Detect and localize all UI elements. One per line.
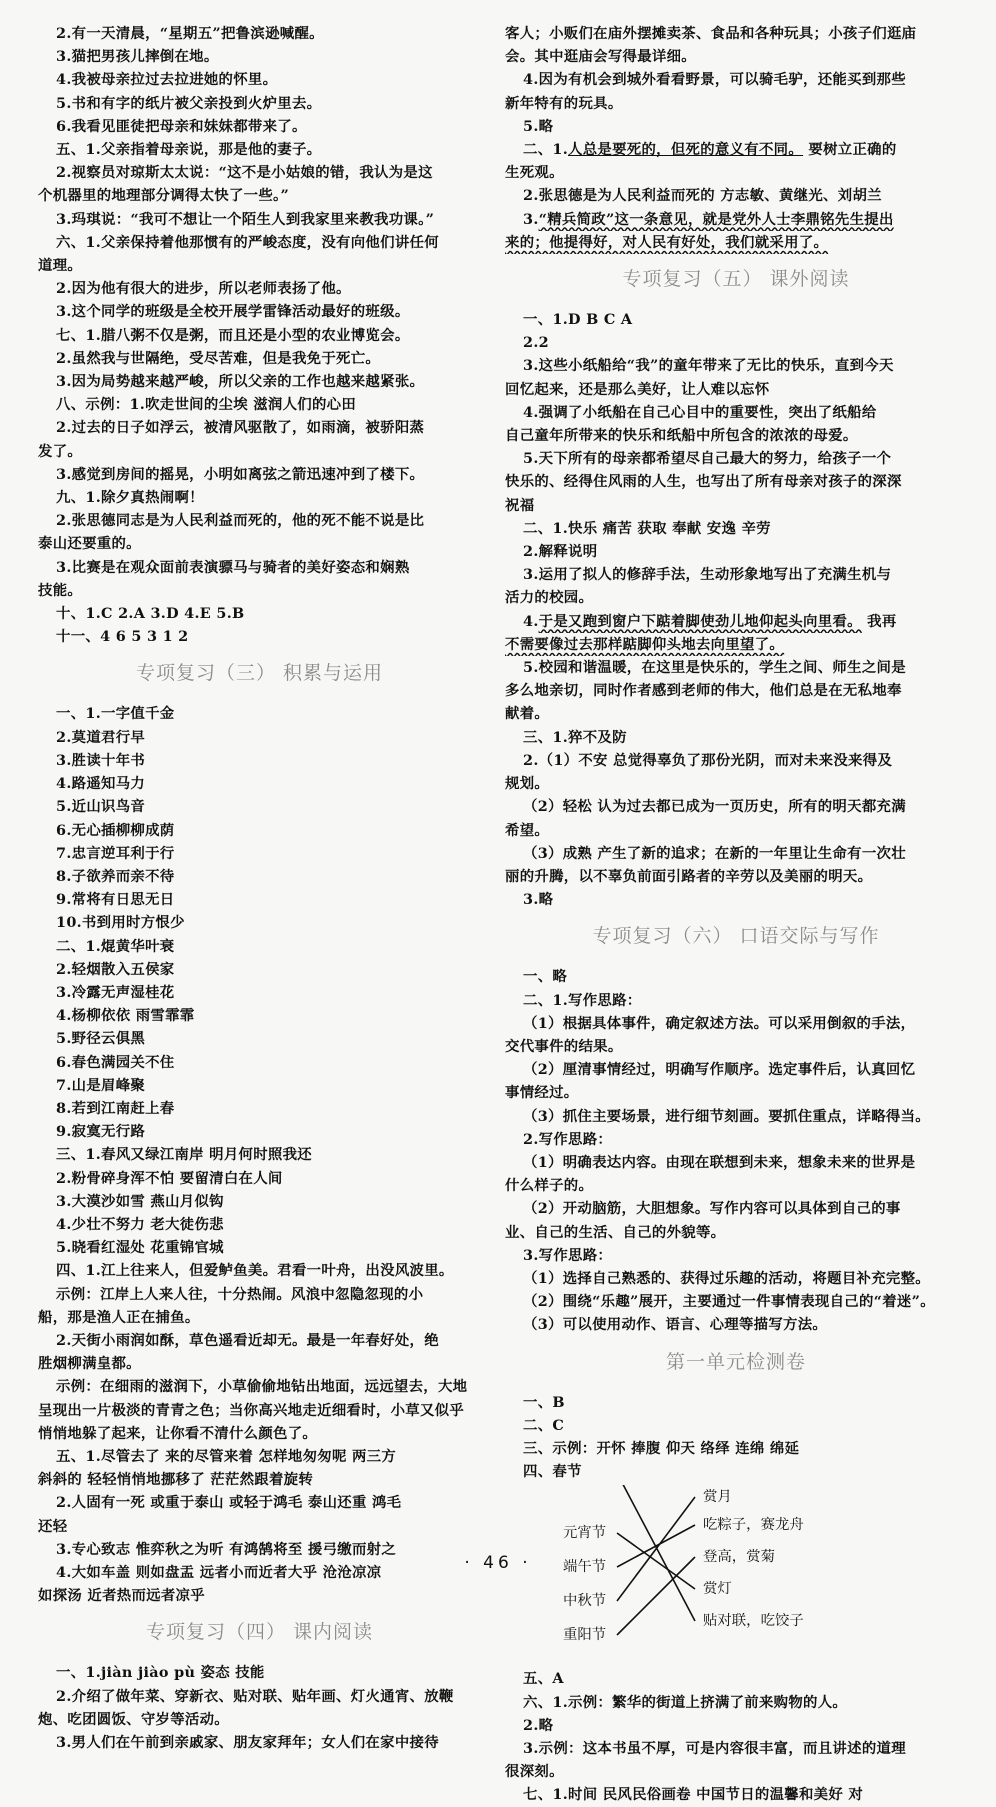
answer-line: 3.比赛是在观众面前表演骠马与骑者的美好姿态和娴熟 bbox=[56, 558, 410, 576]
answer-line-wavy bbox=[505, 610, 967, 633]
answer-line: 船，那是渔人正在捕鱼。 bbox=[38, 1308, 200, 1326]
answer-line: 6.我看见匪徒把母亲和妹妹都带来了。 bbox=[56, 117, 307, 135]
answer-line: 献着。 bbox=[505, 705, 550, 723]
answer-line: 五、A bbox=[523, 1670, 564, 1688]
festival-duanwu: 端午节 bbox=[563, 1559, 607, 1576]
answer-line: 自己童年所带来的快乐和纸船中所包含的浓浓的母爱。 bbox=[505, 427, 858, 445]
answer-line: 八、示例：1.吹走世间的尘埃 滋润人们的心田 bbox=[56, 396, 357, 414]
answer-line: 事情经过。 bbox=[505, 1084, 579, 1102]
left-column bbox=[38, 22, 481, 1754]
answer-line: 9.常将有日思无日 bbox=[56, 891, 175, 909]
answer-line: 生死观。 bbox=[505, 164, 564, 182]
answer-line: 3.示例：这本书虽不厚，可是内容很丰富，而且讲述的道理 bbox=[523, 1739, 906, 1757]
answer-line: 3.专心致志 惟弈秋之为听 有鸿鹄将至 援弓缴而射之 bbox=[56, 1540, 397, 1558]
answer-line: 悄悄地躲了起来，让你看不清什么颜色了。 bbox=[38, 1424, 318, 1442]
answer-line: （1）根据具体事件，确定叙述方法。可以采用倒叙的手法， bbox=[523, 1014, 916, 1032]
answer-line: 8.子欲养而亲不待 bbox=[56, 867, 175, 885]
answer-line: 2.过去的日子如浮云，被清风驱散了，如雨滴，被骄阳蒸 bbox=[56, 419, 425, 437]
answer-prefix: 二、1. bbox=[523, 141, 569, 159]
answer-line: 三、1.猝不及防 bbox=[523, 728, 627, 746]
answer-line: 2.莫道君行早 bbox=[56, 728, 146, 746]
answer-line: 3.猫把男孩儿摔倒在地。 bbox=[56, 48, 219, 66]
answer-line: 3.胜读十年书 bbox=[56, 751, 146, 769]
custom-5: 贴对联，吃饺子 bbox=[703, 1613, 804, 1630]
answer-line: 十一、4 6 5 3 1 2 bbox=[56, 628, 189, 646]
answer-line: 8.若到江南赶上春 bbox=[56, 1099, 175, 1117]
answer-line: （3）抓住主要场景，进行细节刻画。要抓住重点，详略得当。 bbox=[523, 1107, 930, 1125]
answer-line: 5.书和有字的纸片被父亲投到火炉里去。 bbox=[56, 94, 322, 112]
answer-suffix: 要树立正确的 bbox=[803, 141, 897, 159]
answer-line: 二、1.焜黄华叶衰 bbox=[56, 937, 175, 955]
answer-line: （1）选择自己熟悉的、获得过乐趣的活动，将题目补充完整。 bbox=[523, 1269, 930, 1287]
answer-line: 泰山还要重的。 bbox=[38, 535, 141, 553]
answer-line: 5.近山识鸟音 bbox=[56, 798, 146, 816]
answer-line: 3.男人们在午前到亲戚家、朋友家拜年；女人们在家中接待 bbox=[56, 1734, 439, 1752]
answer-line: 二、1.快乐 痛苦 获取 奉献 安逸 辛劳 bbox=[523, 519, 771, 537]
answer-line: 4.少壮不努力 老大徒伤悲 bbox=[56, 1215, 224, 1233]
answer-line: 5.天下所有的母亲都希望尽自己最大的努力，给孩子一个 bbox=[523, 450, 892, 468]
page-number: · 46 · bbox=[464, 1553, 532, 1573]
answer-line: 技能。 bbox=[38, 581, 83, 599]
wavy-underlined-text: 不需要像过去那样踮脚仰头地去向里望了。 bbox=[505, 635, 785, 653]
answer-line: 很深刻。 bbox=[505, 1763, 564, 1781]
answer-line: 3.因为局势越来越严峻，所以父亲的工作也越来越紧张。 bbox=[56, 373, 425, 391]
answer-line: 3.这个同学的班级是全校开展学雷锋活动最好的班级。 bbox=[56, 303, 410, 321]
custom-3: 登高，赏菊 bbox=[703, 1549, 775, 1566]
answer-line: 4.因为有机会到城外看看野景，可以骑毛驴，还能买到那些 bbox=[523, 71, 906, 89]
answer-line: 2.人固有一死 或重于泰山 或轻于鸿毛 泰山还重 鸿毛 bbox=[56, 1494, 402, 1512]
answer-line: 2.有一天清晨，“星期五”把鲁滨逊喊醒。 bbox=[56, 25, 324, 42]
answer-line: 新年特有的玩具。 bbox=[505, 94, 623, 112]
answer-line: 一、1.一字值千金 bbox=[56, 705, 175, 723]
answer-line: 道理。 bbox=[38, 257, 83, 275]
custom-4: 赏灯 bbox=[703, 1581, 732, 1598]
answer-line: 4.杨柳依依 雨雪霏霏 bbox=[56, 1007, 195, 1025]
answer-line: 祝福 bbox=[505, 496, 535, 514]
answer-line: （2）开动脑筋，大胆想象。写作内容可以具体到自己的事 bbox=[523, 1200, 901, 1218]
answer-line: 一、1.D B C A bbox=[523, 311, 633, 329]
answer-line-wavy bbox=[505, 633, 967, 656]
answer-line: 个机器里的地理部分调得太快了一些。” bbox=[38, 187, 290, 205]
answer-line: 3.大漠沙如雪 燕山月似钩 bbox=[56, 1192, 224, 1210]
answer-line: 六、1.示例：繁华的街道上挤满了前来购物的人。 bbox=[523, 1693, 848, 1711]
answer-line: 6.无心插柳柳成荫 bbox=[56, 821, 175, 839]
answer-line: 多么地亲切，同时作者感到老师的伟大，他们总是在无私地奉 bbox=[505, 682, 902, 700]
answer-line-underlined bbox=[505, 138, 967, 161]
answer-line: 10.书到用时方恨少 bbox=[56, 914, 185, 932]
answer-line: 示例：江岸上人来人往，十分热闹。风浪中忽隐忽现的小 bbox=[56, 1285, 424, 1303]
answer-suffix: 我再 bbox=[861, 612, 897, 630]
section-title: 专项复习（四） 课内阅读 bbox=[145, 1621, 374, 1644]
site-watermark bbox=[856, 1550, 976, 1586]
answer-line: 2.轻烟散入五侯家 bbox=[56, 960, 175, 978]
answer-line: （3）成熟 产生了新的追求；在新的一年里让生命有一次壮 bbox=[523, 844, 906, 862]
answer-line-wavy bbox=[505, 231, 967, 254]
answer-line: （2）轻松 认为过去都已成为一页历史，所有的明天都充满 bbox=[523, 798, 906, 816]
answer-line: 一、B bbox=[523, 1393, 565, 1411]
answer-line: 5.晓看红湿处 花重锦官城 bbox=[56, 1239, 224, 1257]
answer-line: 一、1.jiàn jiào pù 姿态 技能 bbox=[56, 1664, 265, 1682]
answer-line: 活力的校园。 bbox=[505, 589, 594, 607]
answer-line: 回忆起来，还是那么美好，让人难以忘怀 bbox=[505, 380, 770, 398]
answer-line: 丽的升腾，以不辜负前面引路者的辛劳以及美丽的明天。 bbox=[505, 867, 873, 885]
answer-line: 3.运用了拟人的修辞手法，生动形象地写出了充满生机与 bbox=[523, 566, 892, 584]
answer-line: 斜斜的 轻轻悄悄地挪移了 茫茫然跟着旋转 bbox=[38, 1471, 314, 1489]
answer-line: 客人；小贩们在庙外摆摊卖茶、食品和各种玩具；小孩子们逛庙 bbox=[505, 25, 917, 42]
answer-line: 如探汤 近者热而远者凉乎 bbox=[38, 1587, 205, 1605]
answer-prefix: 4. bbox=[523, 612, 539, 630]
answer-line: 2.天街小雨润如酥，草色遥看近却无。最是一年春好处，绝 bbox=[56, 1331, 439, 1349]
answer-line: 三、1.春风又绿江南岸 明月何时照我还 bbox=[56, 1146, 312, 1164]
custom-1: 赏月 bbox=[703, 1489, 732, 1506]
answer-line: 4.大如车盖 则如盘盂 远者小而近者大乎 沧沧凉凉 bbox=[56, 1564, 382, 1581]
section-title-6: 专项复习（六） 口语交际与写作 bbox=[592, 925, 880, 948]
answer-line: 九、1.除夕真热闹啊！ bbox=[56, 489, 204, 507]
answer-line: 2.解释说明 bbox=[523, 543, 598, 561]
answer-line: 六、1.父亲保持着他那惯有的严峻态度，没有向他们讲任何 bbox=[56, 233, 439, 251]
wavy-underlined-text: 于是又跑到窗户下踮着脚使劲儿地仰起头向里看。 bbox=[538, 612, 862, 630]
answer-line: 6.春色满园关不住 bbox=[56, 1053, 175, 1071]
answer-line: 十、1.C 2.A 3.D 4.E 5.B bbox=[56, 605, 245, 623]
answer-line: 5.略 bbox=[523, 117, 554, 135]
answer-line: 2.写作思路： bbox=[523, 1130, 613, 1148]
answer-line: 二、1.写作思路： bbox=[523, 991, 642, 1009]
answer-line: 呈现出一片极淡的青青之色；当你高兴地走近细看时，小草又似乎 bbox=[38, 1401, 465, 1419]
answer-line: 示例：在细雨的滋润下，小草偷偷地钻出地面，远远望去，大地 bbox=[56, 1378, 468, 1396]
wavy-underlined-text: “精兵简政”这一条意见，就是党外人士李鼎铭先生提出 bbox=[538, 210, 894, 228]
answer-line: 9.寂寞无行路 bbox=[56, 1123, 146, 1141]
answer-line: 4.我被母亲拉过去拉进她的怀里。 bbox=[56, 71, 278, 89]
answer-line: 2.（1）不安 总觉得辜负了那份光阴，而对未来没来得及 bbox=[523, 751, 893, 769]
answer-line: 3.玛琪说：“我可不想让一个陌生人到我家里来教我功课。” bbox=[56, 210, 435, 228]
answer-line: 五、1.尽管去了 来的尽管来着 怎样地匆匆呢 两三方 bbox=[56, 1447, 397, 1465]
answer-line: 2.因为他有很大的进步，所以老师表扬了他。 bbox=[56, 280, 351, 298]
match-line-zhongqiu bbox=[617, 1497, 695, 1601]
answer-line: 会。其中逛庙会写得最详细。 bbox=[505, 48, 696, 66]
answer-line: 3.感觉到房间的摇晃，小明如离弦之箭迅速冲到了楼下。 bbox=[56, 465, 425, 483]
answer-line: 业、自己的生活、自己的外貌等。 bbox=[505, 1223, 726, 1241]
answer-line: 7.山是眉峰聚 bbox=[56, 1076, 146, 1094]
answer-line: 规划。 bbox=[505, 775, 550, 793]
answer-line: 二、C bbox=[523, 1416, 565, 1434]
festival-zhongqiu: 中秋节 bbox=[563, 1593, 607, 1610]
answer-line: 2.介绍了做年菜、穿新衣、贴对联、贴年画、灯火通宵、放鞭 bbox=[56, 1687, 454, 1705]
answer-line: （3）可以使用动作、语言、心理等描写方法。 bbox=[523, 1316, 828, 1334]
answer-line: 3.略 bbox=[523, 891, 554, 909]
wavy-underlined-text: 来的；他提得好，对人民有好处，我们就采用了。 bbox=[505, 233, 829, 251]
answer-line: 四、1.江上往来人，但爱鲈鱼美。君看一叶舟，出没风波里。 bbox=[56, 1262, 454, 1280]
custom-2: 吃粽子，赛龙舟 bbox=[703, 1517, 804, 1534]
answer-line: 3.冷露无声湿桂花 bbox=[56, 983, 175, 1001]
answer-line: 五、1.父亲指着母亲说，那是他的妻子。 bbox=[56, 141, 322, 159]
answer-line: 快乐的、经得住风雨的人生，也写出了所有母亲对孩子的深深 bbox=[505, 473, 902, 491]
answer-line: （2）围绕“乐趣”展开，主要通过一件事情表现自己的“着迷”。 bbox=[523, 1293, 935, 1311]
answer-line: 七、1.腊八粥不仅是粥，而且还是小型的农业博览会。 bbox=[56, 326, 410, 344]
right-column bbox=[505, 22, 967, 1807]
answer-line: （2）厘清事情经过，明确写作顺序。选定事件后，认真回忆 bbox=[523, 1061, 916, 1079]
answer-line: 还轻 bbox=[38, 1517, 68, 1535]
answer-line: 4.路遥知马力 bbox=[56, 775, 146, 793]
section-title-5: 专项复习（五） 课外阅读 bbox=[622, 268, 850, 291]
answer-line: 2.虽然我与世隔绝，受尽苦难，但是我免于死亡。 bbox=[56, 349, 381, 367]
unit-test-title: 第一单元检测卷 bbox=[665, 1350, 806, 1373]
answer-line: 什么样子的。 bbox=[505, 1177, 594, 1195]
underlined-text: 人总是要死的，但死的意义有不同。 bbox=[568, 141, 804, 159]
section-title: 专项复习（三） 积累与运用 bbox=[135, 662, 384, 685]
answer-line: 3.写作思路： bbox=[523, 1246, 613, 1264]
answer-line: 2.略 bbox=[523, 1716, 554, 1734]
answer-line: 2.2 bbox=[523, 334, 549, 352]
answer-line: 胜烟柳满皇都。 bbox=[38, 1355, 141, 1373]
answer-line: 2.张思德是为人民利益而死的 方志敏、黄继光、刘胡兰 bbox=[523, 187, 882, 205]
answer-line: 2.视察员对琼斯太太说：“这不是小姑娘的错，我认为是这 bbox=[56, 164, 433, 182]
answer-line: 炮、吃团圆饭、守岁等活动。 bbox=[38, 1710, 229, 1728]
answer-line: 一、略 bbox=[523, 968, 568, 986]
answer-line: 3.这些小纸船给“我”的童年带来了无比的快乐，直到今天 bbox=[523, 357, 894, 375]
answer-line: 四、春节 bbox=[523, 1463, 582, 1481]
answer-line: 2.张思德同志是为人民利益而死的，他的死不能不说是比 bbox=[56, 512, 425, 530]
answer-line: 7.忠言逆耳利于行 bbox=[56, 844, 175, 862]
answer-line-wavy bbox=[505, 208, 967, 231]
festival-yuanxiao: 元宵节 bbox=[563, 1525, 607, 1542]
answer-line: 七、1.时间 民风民俗画卷 中国节日的温馨和美好 对 bbox=[523, 1786, 864, 1804]
festival-chongyang: 重阳节 bbox=[563, 1627, 607, 1644]
answer-prefix: 3. bbox=[523, 210, 539, 228]
answer-line: 2.粉骨碎身浑不怕 要留清白在人间 bbox=[56, 1169, 283, 1187]
answer-line: 发了。 bbox=[38, 442, 83, 460]
answer-line: 5.校园和谐温暖，在这里是快乐的，学生之间、师生之间是 bbox=[523, 659, 906, 677]
answer-line: 三、示例：开怀 捧腹 仰天 络绎 连绵 绵延 bbox=[523, 1439, 800, 1457]
answer-line: 5.野径云俱黑 bbox=[56, 1030, 146, 1048]
answer-line: 希望。 bbox=[505, 821, 550, 839]
answer-line: 4.强调了小纸船在自己心目中的重要性，突出了纸船给 bbox=[523, 403, 877, 421]
answer-line: （1）明确表达内容。由现在联想到未来，想象未来的世界是 bbox=[523, 1153, 916, 1171]
answer-line: 交代事件的结果。 bbox=[505, 1037, 623, 1055]
